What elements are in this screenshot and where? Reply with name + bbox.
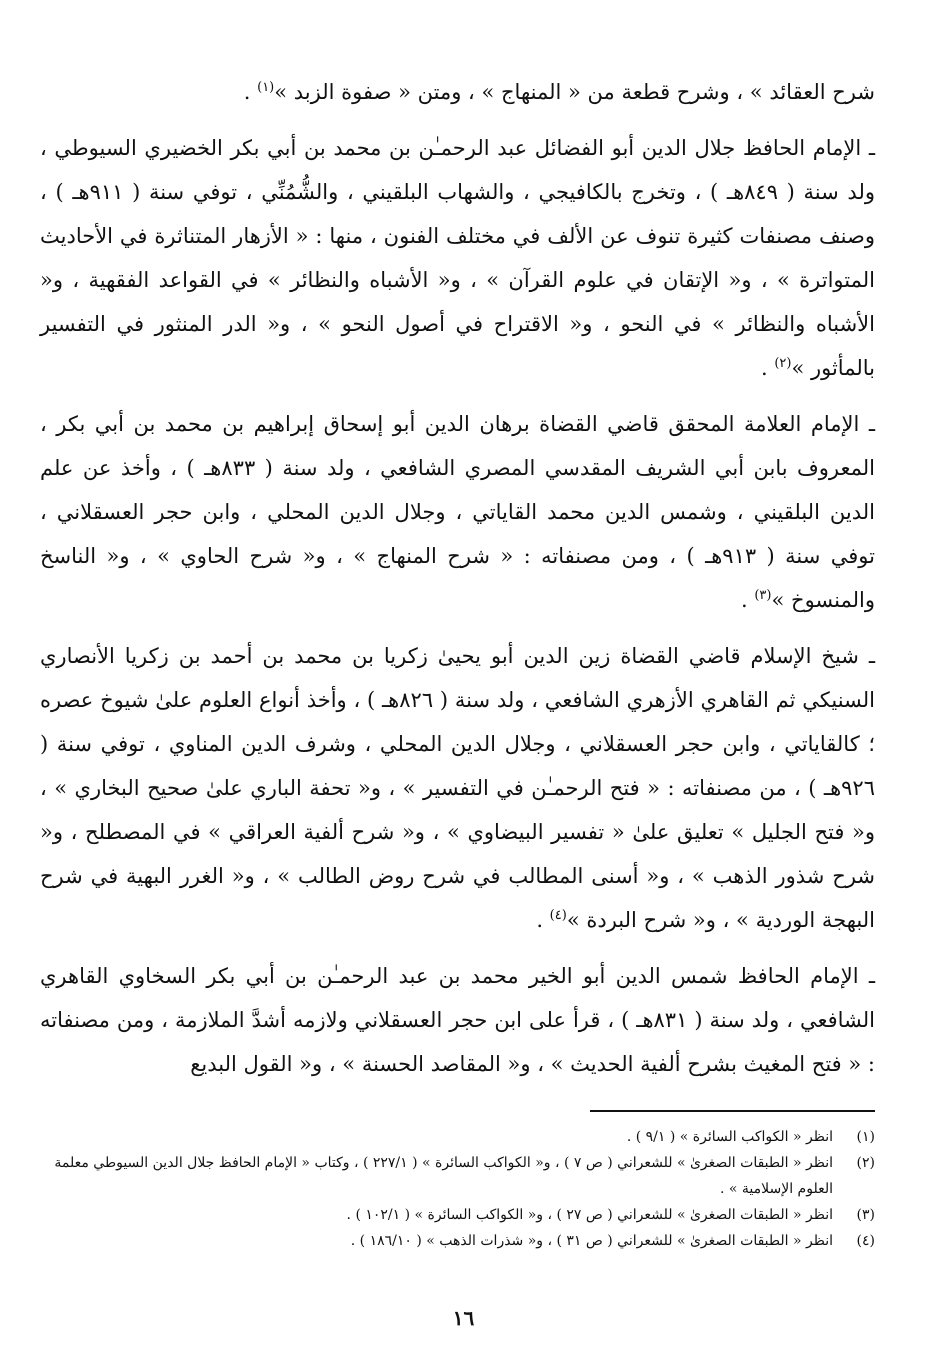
paragraph-text: ـ شيخ الإسلام قاضي القضاة زين الدين أبو يحيىٰ زكريا بن محمد بن أحمد بن زكريا الأنصاري السنيكي ثم القاهري الأزهري الشافعي ، ولد سنة ( ٨٢٦هـ ) ، وأخذ أنواع العلوم علىٰ شيوخ عصره ؛ كالقاياتي ، وابن حجر العسقلاني ، وجلال الدين المحلي ، وشرف الدين المناوي ، توفي سنة ( ٩٢٦هـ ) ، من مصنفاته : « فتح الرحمـٰن في التفسير » ، و« تحفة الباري علىٰ صحيح البخاري » ، و« فتح الجليل » تعليق علىٰ « تفسير البيضاوي » ، و« شرح ألفية العراقي » في المصطلح ، و« شرح شذور الذهب » ، و« أسنى المطالب في شرح روض الطالب » ، و« الغرر البهية في شرح البهجة الوردية » ، و« شرح البردة »: [40, 644, 875, 932]
paragraph-text: شرح العقائد » ، وشرح قطعة من « المنهاج » ، ومتن « صفوة الزبد »: [274, 80, 875, 104]
footnote-ref[interactable]: (٤): [549, 908, 567, 923]
paragraph: [40, 634, 875, 942]
paragraph: [40, 954, 875, 1086]
footnote-ref[interactable]: (٣): [754, 588, 772, 603]
paragraph: [40, 126, 875, 390]
footnote: [40, 1228, 875, 1254]
paragraph: [40, 402, 875, 622]
paragraph-tail: .: [740, 588, 755, 612]
footnote-number: (١): [856, 1129, 875, 1145]
footnote-text: انظر « الطبقات الصغرىٰ » للشعراني ( ص ٧ ) ، و« الكواكب السائرة » ( ٢٢٧/١ ) ، وكتاب « الإمام الحافظ جلال الدين السيوطي معلمة العلوم الإسلامية » .: [54, 1155, 833, 1197]
paragraph-tail: .: [536, 908, 550, 932]
paragraph-text: ـ الإمام الحافظ شمس الدين أبو الخير محمد بن عبد الرحمـٰن بن أبي بكر السخاوي القاهري الشافعي ، ولد سنة ( ٨٣١هـ ) ، قرأ على ابن حجر العسقلاني ولازمه أشدَّ الملازمة ، ومن مصنفاته : « فتح المغيث بشرح ألفية الحديث » ، و« المقاصد الحسنة » ، و« القول البديع: [40, 964, 876, 1076]
main-text: [40, 70, 875, 1098]
paragraph-text: ـ الإمام الحافظ جلال الدين أبو الفضائل عبد الرحمـٰن بن محمد بن أبي بكر الخضيري السيوطي ، ولد سنة ( ٨٤٩هـ ) ، وتخرج بالكافيجي ، والشهاب البلقيني ، والشُّمُنِّي ، توفي سنة ( ٩١١هـ ) ، وصنف مصنفات كثيرة تنوف عن الألف في مختلف الفنون ، منها : « الأزهار المتناثرة في الأحاديث المتواترة » ، و« الإتقان في علوم القرآن » ، و« الأشباه والنظائر » في القواعد الفقهية ، و« الأشباه والنظائر » في النحو ، و« الاقتراح في أصول النحو » ، و« الدر المنثور في التفسير بالمأثور »: [40, 136, 875, 380]
paragraph: [40, 70, 875, 114]
paragraph-tail: .: [243, 80, 258, 104]
footnote-number: (٣): [856, 1207, 875, 1223]
footnote-number: (٤): [856, 1233, 875, 1249]
footnote: [40, 1124, 875, 1150]
paragraph-text: ـ الإمام العلامة المحقق قاضي القضاة برهان الدين أبو إسحاق إبراهيم بن محمد بن أبي بكر ، المعروف بابن أبي الشريف المقدسي المصري الشافعي ، ولد سنة ( ٨٣٣هـ ) ، وأخذ عن علم الدين البلقيني ، وشمس الدين محمد القاياتي ، وجلال الدين المحلي ، وابن حجر العسقلاني ، توفي سنة ( ٩١٣هـ ) ، ومن مصنفاته : « شرح المنهاج » ، و« شرح الحاوي » ، و« الناسخ والمنسوخ »: [40, 412, 876, 612]
footnote-number: (٢): [856, 1155, 875, 1171]
footnote: [40, 1150, 875, 1202]
footnote-separator: [590, 1110, 875, 1112]
footnotes: [40, 1124, 875, 1254]
footnote-ref[interactable]: (٢): [774, 356, 792, 371]
footnote-text: انظر « الطبقات الصغرىٰ » للشعراني ( ص ٣١ ) ، و« شذرات الذهب » ( ١٨٦/١٠ ) .: [350, 1233, 833, 1249]
page-number: ١٦: [452, 1306, 475, 1330]
footnote: [40, 1202, 875, 1228]
footnote-text: انظر « الطبقات الصغرىٰ » للشعراني ( ص ٢٧ ) ، و« الكواكب السائرة » ( ١٠٢/١ ) .: [346, 1207, 833, 1223]
footnote-text: انظر « الكواكب السائرة » ( ٩/١ ) .: [626, 1129, 833, 1145]
paragraph-tail: .: [760, 356, 775, 380]
footnote-ref[interactable]: (١): [257, 80, 275, 95]
